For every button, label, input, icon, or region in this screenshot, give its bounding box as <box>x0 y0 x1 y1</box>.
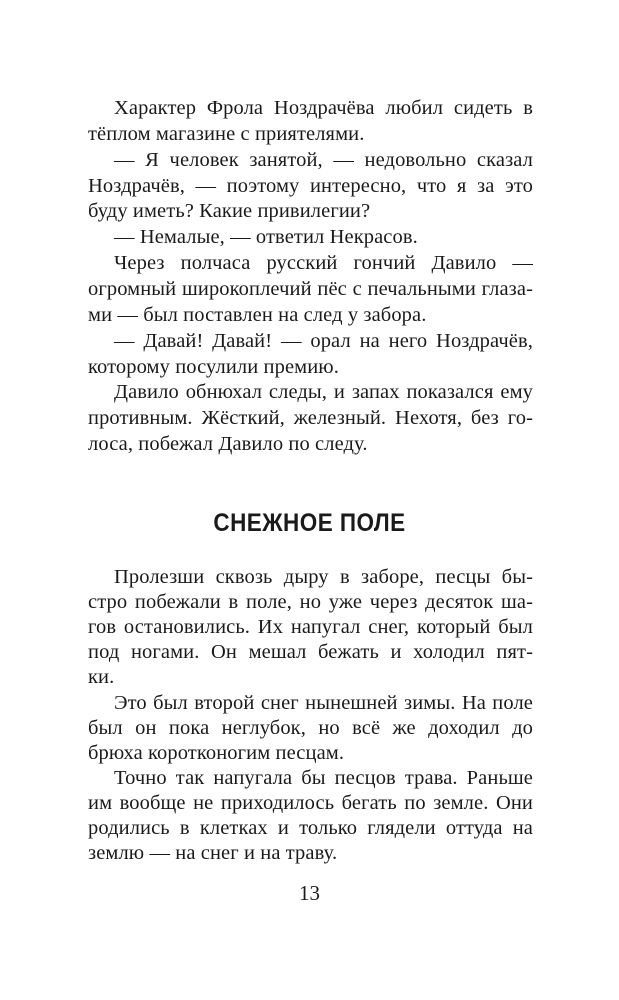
text-line: тёплом магазине с приятелями. <box>88 123 365 145</box>
text-line: брюха коротконогим песцам. <box>88 742 345 764</box>
text-line: родились в клетках и только глядели оттуда на <box>88 817 533 839</box>
text-line: — Я человек занятой, — недовольно сказал <box>114 149 533 171</box>
text-line: под ногами. Он мешал бежать и холодил пят- <box>88 641 533 663</box>
text-line: — Немалые, — ответил Некрасов. <box>114 226 418 248</box>
page-number: 13 <box>299 881 320 905</box>
chapter-heading: СНЕЖНОЕ ПОЛЕ <box>213 509 406 537</box>
text-line: землю — на снег и на траву. <box>88 842 338 864</box>
text-line: лоса, побежал Давило по следу. <box>88 433 368 455</box>
text-line: буду иметь? Какие привилегии? <box>88 200 371 222</box>
text-line: ми — был поставлен на след у забора. <box>88 304 427 326</box>
text-line: Это был второй снег нынешней зимы. На поле <box>114 692 533 714</box>
text-line: Пролезши сквозь дыру в заборе, песцы бы- <box>114 566 533 588</box>
text-line: стро побежали в поле, но уже через десяток ша- <box>88 591 533 613</box>
text-line: противным. Жёсткий, железный. Нехотя, без го- <box>88 407 533 429</box>
text-line: Ноздрачёв, — поэтому интересно, что я за это <box>88 175 533 197</box>
text-line: — Давай! Давай! — орал на него Ноздрачёв, <box>114 330 533 352</box>
text-line: Давило обнюхал следы, и запах показался ему <box>114 381 533 403</box>
text-line: им вообще не приходилось бегать по земле. Они <box>88 792 533 814</box>
text-line: которому посулили премию. <box>88 356 339 378</box>
text-line: Характер Фрола Ноздрачёва любил сидеть в <box>114 97 533 119</box>
text-line: ки. <box>88 666 115 688</box>
text-line: был он пока неглубок, но всё же доходил до <box>88 717 533 739</box>
text-line: Через полчаса русский гончий Давило — <box>114 252 533 274</box>
text-line: гов остановились. Их напугал снег, который был <box>88 616 533 638</box>
text-line: огромный широкоплечий пёс с печальными глаза- <box>88 278 533 300</box>
text-line: Точно так напугала бы песцов трава. Раньше <box>114 767 533 789</box>
